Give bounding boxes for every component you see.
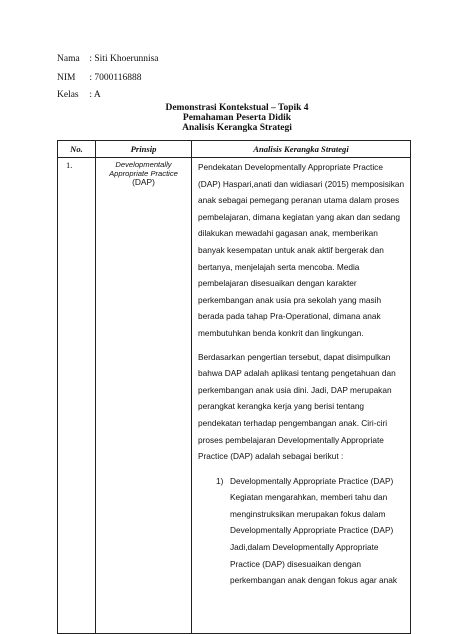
prinsip-name: Developmentally Appropriate Practice <box>109 160 178 178</box>
nama-value: : Siti Khoerunnisa <box>89 54 159 64</box>
list-number: 1) <box>216 475 224 486</box>
header-analisis: Analisis Kerangka Strategi <box>192 141 411 158</box>
title-line-1: Demonstrasi Kontekstual – Topik 4 <box>165 103 309 113</box>
prinsip-abbr: (DAP) <box>132 177 155 187</box>
analisis-cell <box>192 158 411 634</box>
kelas-label: Kelas <box>57 90 79 100</box>
nim-label: NIM <box>57 73 76 83</box>
strategy-table <box>57 140 411 634</box>
prinsip-cell <box>96 158 192 634</box>
nim-value: : 7000116888 <box>89 73 142 83</box>
kelas-line <box>57 89 101 101</box>
kelas-value: : A <box>89 90 101 100</box>
header-no: No. <box>58 141 96 158</box>
title-line-2: Pemahaman Peserta Didik <box>182 113 292 123</box>
list-text: Developmentally Appropriate Practice (DAP) Kegiatan mengarahkan, memberi tahu dan menginstruksikan merupakan fokus dalam Developmentally Appropriate Practice (DAP) Jadi,dalam Developmentally Appropriate Practice (DAP) disesuaikan dengan perkembangan anak dengan fokus agar anak <box>230 475 397 586</box>
analisis-paragraph-1: Pendekatan Developmentally Appropriate Practice (DAP) Haspari,anati dan widiasari (2015) memposisikan anak sebagai pemegang peranan utama dalam proses pembelajaran, dimana kegiatan yang akan dan sedang dilakukan mewadahi gagasan anak, memberikan banyak kesempatan untuk anak aktif bergerak dan bertanya, menjelajah serta mencoba. Media pembelajaran disesuaikan dengan karakter perkembangan anak usia pra sekolah yang masih berada pada tahap Pra-Operational, dimana anak membutuhkan benda konkrit dan lingkungan. <box>198 162 405 338</box>
nama-label: Nama <box>57 54 80 64</box>
table-row <box>58 158 411 634</box>
nim-line <box>57 72 142 84</box>
title-line-3: Analisis Kerangka Strategi <box>182 123 292 133</box>
header-prinsip: Prinsip <box>96 141 192 158</box>
list-item <box>216 473 406 589</box>
table-header-row <box>58 141 411 158</box>
row-number: 1. <box>58 158 96 634</box>
analisis-paragraph-2: Berdasarkan pengertian tersebut, dapat disimpulkan bahwa DAP adalah aplikasi tentang pengetahuan dan perkembangan anak usia dini. Jadi, DAP merupakan perangkat kerangka kerja yang berisi tentang pendekatan terhadap pengembangan anak. Ciri-ciri proses pembelajaran Developmentally Appropriate Practice (DAP) adalah sebagai berikut : <box>198 351 396 462</box>
nama-line <box>57 53 159 65</box>
